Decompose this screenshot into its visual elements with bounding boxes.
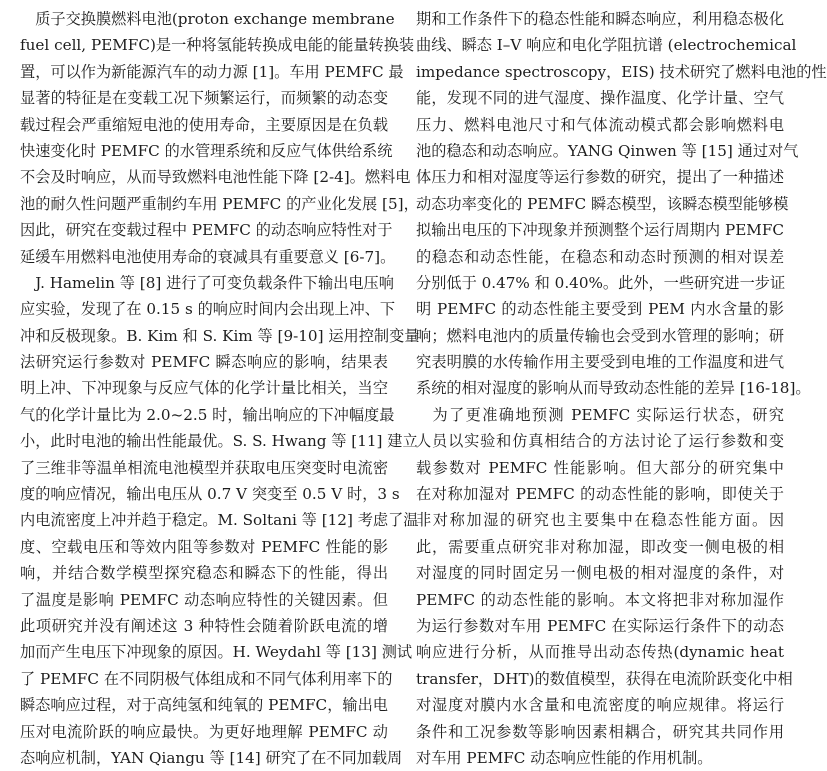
text-line: 条件和工况参数等影响因素相耦合，研究其共同作用 <box>416 722 784 741</box>
text-line: 分别低于 0.47% 和 0.40%。此外，一些研究进一步证 <box>416 273 786 292</box>
text-line: 态响应机制，YAN Qiangu 等 [14] 研究了在不同加载周 <box>20 748 403 767</box>
text-line: 的稳态和动态性能，在稳态和动态时预测的相对误差 <box>416 247 784 266</box>
text-line: 内电流密度上冲并趋于稳定。M. Soltani 等 [12] 考虑了温 <box>20 511 419 530</box>
text-line: 在对称加湿对 PEMFC 的动态性能的影响，即使关于 <box>416 485 784 504</box>
text-line: 响应进行分析，从而推导出动态传热(dynamic heat <box>416 643 784 662</box>
text-line: 了 PEMFC 在不同阴极气体组成和不同气体利用率下的 <box>20 669 393 688</box>
text-line: 度、空载电压和等效内阻等参数对 PEMFC 性能的影 <box>20 537 388 556</box>
text-line: 对湿度的同时固定另一侧电极的相对湿度的条件，对 <box>416 564 784 583</box>
text-line: 能，发现不同的进气湿度、操作温度、化学计量、空气 <box>416 89 784 108</box>
text-line: 非对称加湿的研究也主要集中在稳态性能方面。因 <box>416 511 784 530</box>
text-line: 延缓车用燃料电池使用寿命的衰减具有重要意义 [6-7]。 <box>20 247 396 266</box>
text-line: 冲和反极现象。B. Kim 和 S. Kim 等 [9-10] 运用控制变量 <box>20 326 420 345</box>
text-line: 度的响应情况，输出电压从 0.7 V 突变至 0.5 V 时，3 s <box>20 485 400 504</box>
text-line: 究表明膜的水传输作用主要受到电堆的工作温度和进气 <box>416 353 784 372</box>
text-line: 响，并结合数学模型探究稳态和瞬态下的性能，得出 <box>20 564 388 583</box>
text-line: 明上冲、下冲现象与反应气体的化学计量比相关，当空 <box>20 379 388 398</box>
text-line: impedance spectroscopy，EIS) 技术研究了燃料电池的性 <box>416 62 827 81</box>
text-line: 拟输出电压的下冲现象并预测整个运行周期内 PEMFC <box>416 221 784 240</box>
text-line: 此项研究并没有阐述这 3 种特性会随着阶跃电流的增 <box>20 616 388 635</box>
right-text-column <box>416 6 827 771</box>
text-line: 气的化学计量比为 2.0~2.5 时，输出响应的下冲幅度最 <box>20 405 395 424</box>
text-line: 不会及时响应，从而导致燃料电池性能下降 [2-4]。燃料电 <box>20 168 411 187</box>
text-line: 系统的相对湿度的影响从而导致动态性能的差异 [16-18]。 <box>416 379 811 398</box>
text-line: 池的稳态和动态响应。YANG Qinwen 等 [15] 通过对气 <box>416 141 799 160</box>
text-line: 压对电流阶跃的响应最快。为更好地理解 PEMFC 动 <box>20 722 388 741</box>
text-line: 体压力和相对湿度等运行参数的研究，提出了一种描述 <box>416 168 784 187</box>
text-line: 质子交换膜燃料电池(proton exchange membrane <box>20 10 395 28</box>
text-line: 池的耐久性问题严重制约车用 PEMFC 的产业化发展 [5]， <box>20 194 419 213</box>
text-line: 置，可以作为新能源汽车的动力源 [1]。车用 PEMFC 最 <box>20 62 404 81</box>
left-text-column <box>20 6 420 771</box>
text-line: 此，需要重点研究非对称加湿，即改变一侧电极的相 <box>416 537 784 556</box>
text-line: 了三维非等温单相流电池模型并获取电压突变时电流密 <box>20 458 388 477</box>
text-line: 对湿度对膜内水含量和电流密度的响应规律。将运行 <box>416 696 784 715</box>
text-line: 响；燃料电池内的质量传输也会受到水管理的影响；研 <box>416 326 784 345</box>
text-line: 因此，研究在变载过程中 PEMFC 的动态响应特性对于 <box>20 221 393 240</box>
text-line: 应实验，发现了在 0.15 s 的响应时间内会出现上冲、下 <box>20 300 396 319</box>
text-line: 为运行参数对车用 PEMFC 在实际运行条件下的动态 <box>416 616 784 635</box>
text-line: fuel cell, PEMFC)是一种将氢能转换成电能的能量转换装 <box>20 36 415 55</box>
text-line: 小，此时电池的输出性能最优。S. S. Hwang 等 [11] 建立 <box>20 432 418 451</box>
text-line: 期和工作条件下的稳态性能和瞬态响应，利用稳态极化 <box>416 10 784 28</box>
text-line: 瞬态响应过程，对于高纯氢和纯氧的 PEMFC，输出电 <box>20 696 388 715</box>
text-line: 载参数对 PEMFC 性能影响。但大部分的研究集中 <box>416 458 784 477</box>
text-line: 压力、燃料电池尺寸和气体流动模式都会影响燃料电 <box>416 115 784 134</box>
text-line: 对车用 PEMFC 动态响应性能的作用机制。 <box>416 748 713 767</box>
text-line: 为了更准确地预测 PEMFC 实际运行状态，研究 <box>416 405 784 424</box>
text-line: PEMFC 的动态性能的影响。本文将把非对称加湿作 <box>416 590 784 609</box>
text-line: 人员以实验和仿真相结合的方法讨论了运行参数和变 <box>416 432 784 451</box>
text-line: 加而产生电压下冲现象的原因。H. Weydahl 等 [13] 测试 <box>20 643 413 662</box>
text-line: 法研究运行参数对 PEMFC 瞬态响应的影响，结果表 <box>20 353 388 372</box>
text-line: 动态功率变化的 PEMFC 瞬态模型，该瞬态模型能够模 <box>416 194 789 213</box>
text-line: 载过程会严重缩短电池的使用寿命，主要原因是在负载 <box>20 115 388 134</box>
text-line: J. Hamelin 等 [8] 进行了可变负载条件下输出电压响 <box>20 273 394 292</box>
text-line: transfer，DHT)的数值模型，获得在电流阶跃变化中相 <box>416 669 793 688</box>
text-line: 明 PEMFC 的动态性能主要受到 PEM 内水含量的影 <box>416 300 784 319</box>
text-line: 了温度是影响 PEMFC 动态响应特性的关键因素。但 <box>20 590 388 609</box>
text-line: 显著的特征是在变载工况下频繁运行，而频繁的动态变 <box>20 89 388 108</box>
text-line: 快速变化时 PEMFC 的水管理系统和反应气体供给系统 <box>20 141 393 160</box>
text-line: 曲线、瞬态 I–V 响应和电化学阻抗谱 (electrochemical <box>416 36 797 55</box>
